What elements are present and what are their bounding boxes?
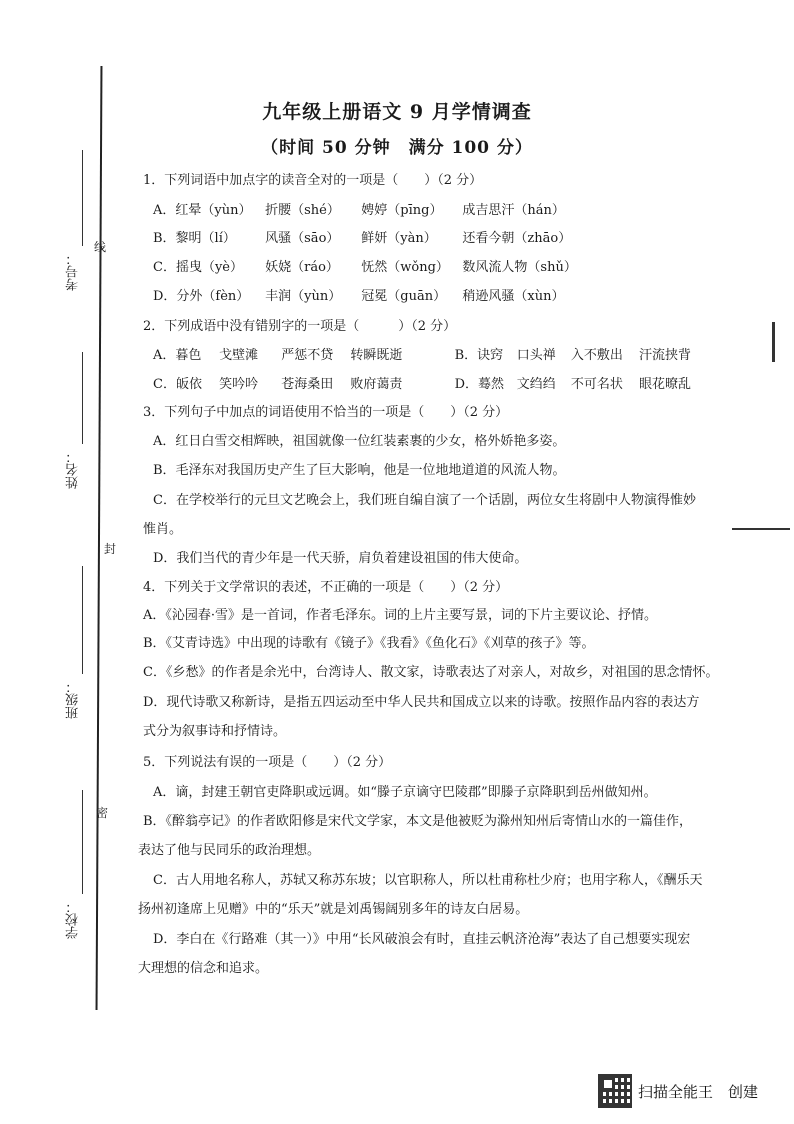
q1-d-1: D．分外（fèn） (153, 289, 250, 304)
q5-option-c-line1: C．古人用地名称人，苏轼又称苏东坡；以官职称人，所以杜甫称杜少府；也用字称人，《酬乐天 (153, 873, 703, 888)
q1-d-4: 稍逊风骚（xùn） (462, 289, 565, 304)
q1-a-3: 娉婷（pīng） (361, 203, 443, 218)
q5-option-d-line2: 大理想的信念和追求。 (138, 961, 269, 976)
scan-dash-right (732, 528, 790, 530)
q2-b-2: 口头禅 (516, 348, 556, 363)
q2-d-2: 文绉绉 (516, 377, 556, 392)
q1-d-3: 冠冕（guān） (361, 289, 447, 304)
q2-b-3: 入不敷出 (570, 348, 623, 363)
q1-b-4: 还看今朝（zhāo） (462, 231, 572, 246)
q5-option-d-line1: D．李白在《行路难（其一）》中用“长风破浪会有时，直挂云帆济沧海”表达了自己想要实现宏 (153, 932, 691, 947)
q5-option-b-line2: 表达了他与民同乐的政治理想。 (138, 843, 321, 858)
q4-option-d-line1: D．现代诗歌又称新诗，是指五四运动至中华人民共和国成立以来的诗歌。按照作品内容的表达方 (143, 695, 700, 710)
q2-a-3: 严惩不贷 (281, 348, 334, 363)
q2-row-ab (153, 347, 691, 365)
seal-line-char: 线 (94, 240, 107, 254)
q1-b-1: B．黎明（lí） (153, 231, 236, 246)
q4-option-c: C．《乡愁》的作者是余光中，台湾诗人、散文家，诗歌表达了对亲人，对故乡，对祖国的思念情怀。 (143, 665, 719, 680)
q5-option-c-line2: 扬州初逢席上见赠》中的“乐天”就是刘禹锡阔别多年的诗友白居易。 (138, 902, 529, 917)
name-field (82, 352, 83, 444)
school-label: 学校： (66, 900, 81, 939)
q3-option-c-line2: 惟肖。 (143, 522, 183, 537)
q3-option-a: A．红日白雪交相辉映，祖国就像一位红装素裹的少女，格外娇艳多姿。 (153, 434, 566, 449)
q2-d-4: 眼花暸乱 (638, 377, 691, 392)
class-label: 班级： (66, 680, 81, 719)
q2-b-1: B．诀窍 (454, 348, 504, 363)
q1-a-4: 成吉思汗（hán） (462, 203, 565, 218)
q1-a-1: A．红晕（yùn） (153, 203, 252, 218)
exam-no-label: 考号： (66, 252, 81, 291)
q4-option-b: B．《艾青诗选》中出现的诗歌有《镜子》《我看》《鱼化石》《刈草的孩子》等。 (143, 636, 595, 651)
q1-row-c (153, 259, 577, 277)
q4-option-a: A．《沁园春·雪》是一首词，作者毛泽东。词的上片主要写景，词的下片主要议论、抒情。 (143, 608, 658, 623)
class-field (82, 566, 83, 674)
q1-a-2: 折腰（shé） (265, 203, 340, 218)
q4-option-d-line2: 式分为叙事诗和抒情诗。 (143, 724, 287, 739)
q3-option-d: D．我们当代的青少年是一代天骄，肩负着建设祖国的伟大使命。 (153, 551, 528, 566)
q2-a-4: 转瞬既逝 (350, 348, 403, 363)
q2-row-cd (153, 376, 691, 394)
q2-c-4: 败府蔼责 (350, 377, 403, 392)
q1-row-d (153, 288, 565, 306)
q2-a-1: A．暮色 (153, 348, 202, 363)
q4-stem: 4．下列关于文学常识的表述，不正确的一项是（ ）（2 分） (143, 580, 509, 595)
q5-option-b-line1: B．《醉翁亭记》的作者欧阳修是宋代文学家，本文是他被贬为滁州知州后寄情山水的一篇佳作， (143, 814, 693, 829)
scanner-watermark (598, 1074, 758, 1108)
q1-c-1: C．摇曳（yè） (153, 260, 243, 275)
scan-mark-right (772, 322, 775, 362)
q2-c-2: 笑吟吟 (219, 377, 259, 392)
scanner-text: 扫描全能王 创建 (638, 1082, 759, 1101)
q3-option-c-line1: C．在学校举行的元旦文艺晚会上，我们班自编自演了一个话剧，两位女生将剧中人物演得惟妙 (153, 493, 696, 508)
exam-no-field (82, 150, 83, 246)
school-field (82, 790, 83, 894)
q2-stem: 2．下列成语中没有错别字的一项是（ ）（2 分） (143, 319, 457, 334)
q5-option-a: A．谪，封建王朝官吏降职或远调。如“滕子京谪守巴陵郡”即滕子京降职到岳州做知州。 (153, 785, 657, 800)
q1-c-4: 数风流人物（shǔ） (462, 260, 577, 275)
q5-stem: 5．下列说法有误的一项是（ ）（2 分） (143, 755, 392, 770)
q1-row-b (153, 230, 571, 248)
q1-c-3: 怃然（wǒng） (361, 260, 449, 275)
q3-stem: 3．下列句子中加点的词语使用不恰当的一项是（ ）（2 分） (143, 405, 509, 420)
q2-c-3: 苍海桑田 (281, 377, 334, 392)
exam-subtitle: （时间 50 分钟 满分 100 分） (261, 138, 533, 158)
q1-c-2: 妖娆（ráo） (265, 260, 339, 275)
exam-title: 九年级上册语文 9 月学情调查 (262, 101, 532, 123)
name-label: 姓名： (66, 450, 81, 489)
q1-b-3: 鲜妍（yàn） (361, 231, 437, 246)
q1-d-2: 丰润（yùn） (265, 289, 342, 304)
q1-stem: 1．下列词语中加点字的读音全对的一项是（ ）（2 分） (143, 173, 483, 188)
q3-option-b: B．毛泽东对我国历史产生了巨大影响，他是一位地地道道的风流人物。 (153, 463, 566, 478)
q2-b-4: 汗流挟背 (638, 348, 691, 363)
q1-b-2: 风骚（sāo） (265, 231, 340, 246)
seal-secret-char: 密 (96, 806, 109, 820)
q2-d-1: D．蓦然 (454, 377, 504, 392)
q2-a-2: 戈壁滩 (219, 348, 259, 363)
binding-line (96, 66, 103, 1010)
q2-c-1: C．皈依 (153, 377, 202, 392)
qr-code-icon (598, 1074, 632, 1108)
seal-seal-char: 封 (104, 542, 117, 556)
q1-row-a (153, 202, 565, 220)
q2-d-3: 不可名状 (570, 377, 623, 392)
